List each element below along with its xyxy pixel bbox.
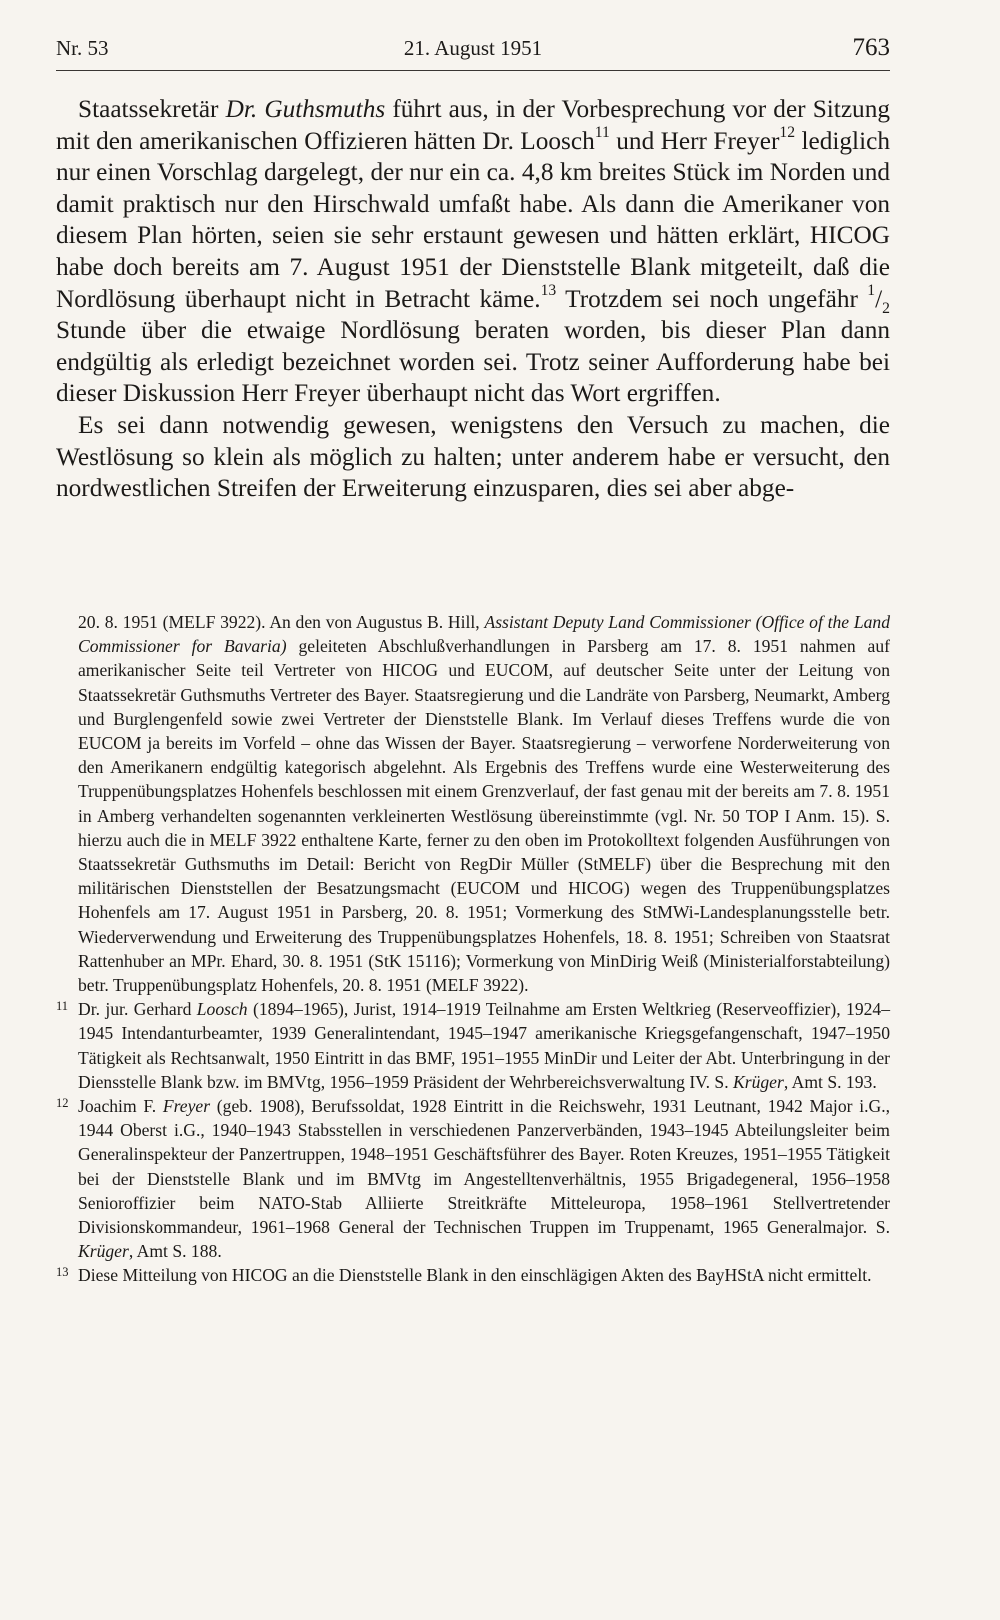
document-number: Nr. 53 [56, 36, 109, 60]
main-text [56, 94, 890, 505]
text-run: Staatssekretär [78, 95, 226, 123]
text-run: Stunde über die etwaige Nordlösung beraten worden, bis dieser Plan dann endgültig als erledigt bezeichnet worden sei. Trotz seiner Aufforderung habe bei dieser Diskussion Herr Freyer überhaupt nicht das Wort ergriffen. [56, 316, 890, 408]
text-run: und Herr Freyer [609, 126, 780, 155]
fraction-half: $^1/_2$ [867, 281, 891, 317]
footnote-13 [56, 1263, 890, 1287]
text-run: Dr. jur. Gerhard [78, 999, 197, 1020]
text-run: (1894–1965), Jurist, 1914–1919 Teilnahme am Ersten Weltkrieg (Reserveoffizier), 1924–1945 Intendanturbeamter, 1939 Generalintendant, 1945–1947 amerikanische Kriegsgefangenschaft, 1947–1950 Tätigkeit als Rechtsanwalt, 1950 Eintritt in das BMF, 1951–1955 MinDir und Leiter der Abt. Unterbringung in der Diensstelle Blank bzw. im BMVtg, 1956–1959 Präsident der Wehrbereichsverwaltung IV. S. [78, 999, 891, 1092]
footnote-ref-13[interactable]: 13 [540, 281, 557, 299]
text-run: Diese Mitteilung von HICOG an die Dienststelle Blank in den einschlägigen Akten des BayHStA nicht ermittelt. [78, 1265, 872, 1286]
text-run: geleiteten Abschlußverhandlungen in Parsberg am 17. 8. 1951 nahmen auf amerikanischer Seite teil Vertreter von HICOG und EUCOM, auf deutscher Seite unter der Leitung von Staatssekretär Guthsmuths Vertreter des Bayer. Staatsregierung und die Landräte von Parsberg, Neumarkt, Amberg und Burglengenfeld sowie zwei Vertreter der Dienststelle Blank. Im Verlauf dieses Treffens wurde die von EUCOM ja bereits im Vorfeld – ohne das Wissen der Bayer. Staatsregierung – verworfene Norderweiterung von den Amerikanern endgültig kategorisch abgelehnt. Als Ergebnis des Treffens wurde eine Westerweiterung des Truppenübungsplatzes Hohenfels beschlossen mit einem Grenzverlauf, der fast genau mit der bereits am 7. 8. 1951 in Amberg verhandelten sogenannten verkleinerten Westlösung übereinstimmte (vgl. Nr. 50 TOP I Anm. 15). S. hierzu auch die in MELF 3922 enthaltene Karte, ferner zu den oben im Protokolltext folgenden Ausführungen von Staatssekretär Guthsmuths im Detail: Bericht von RegDir Müller (StMELF) über die Besprechung mit den militärischen Dienststellen der Besatzungsmacht (EUCOM und HICOG) wegen des Truppenübungsplatzes Hohenfels am 17. August 1951 in Parsberg, 20. 8. 1951; Vormerkung des StMWi-Landesplanungsstelle betr. Wiederverwendung und Erweiterung des Truppenübungsplatzes Hohenfels, 18. 8. 1951; Schreiben von Staatsrat Rattenhuber an MPr. Ehard, 30. 8. 1951 (StK 15116); Vormerkung von MinDirig Weiß (Ministerialforstabteilung) betr. Truppenübungsplatz Hohenfels, 20. 8. 1951 (MELF 3922). [78, 636, 891, 996]
citation-author: Krüger [78, 1241, 129, 1262]
person-name: Loosch [196, 999, 248, 1020]
text-run: lediglich nur einen Vorschlag dargelegt, der nur ein ca. 4,8 km breites Stück im Norden und damit praktisch nur den Hirschwald umfaßt habe. Als dann die Amerikaner von diesem Plan hörten, seien sie sehr erstaunt gewesen und hätten erklärt, HICOG habe doch bereits am 7. August 1951 der Dienststelle Blank mitgeteilt, daß die Nordlösung überhaupt nicht in Betracht käme. [56, 126, 890, 313]
paragraph-2: Es sei dann notwendig gewesen, wenigstens den Versuch zu machen, die Westlösung so klein als möglich zu halten; unter anderem habe er versucht, den nordwestlichen Streifen der Erweiterung einzusparen, dies sei aber abge- [56, 410, 890, 503]
text-run: , Amt S. 188. [128, 1241, 222, 1262]
footnote-number: 13 [56, 1265, 69, 1280]
text-run: (geb. 1908), Berufssoldat, 1928 Eintritt in die Reichswehr, 1931 Leutnant, 1942 Major i.G., 1944 Oberst i.G., 1940–1943 Stabsstellen in verschiedenen Panzerverbänden, 1943–1945 Abteilungsleiter beim Generalinspekteur der Panzertruppen, 1948–1951 Geschäftsführer des Bayer. Roten Kreuzes, 1951–1955 Tätigkeit bei der Dienststelle Blank und im BMVtg im Angestelltenverhältnis, 1955 Brigadegeneral, 1956–1958 Senioroffizier beim NATO-Stab Alliierte Streitkräfte Mitteleuropa, 1958–1961 Stellvertretender Divisionskommandeur, 1961–1968 General der Technischen Truppen im Truppenamt, 1965 Generalmajor. S. [78, 1096, 890, 1238]
footnote-10-continued [56, 610, 890, 997]
text-run: führt aus, in der Vorbesprechung vor der Sitzung mit den amerikanischen Offizieren hätten Dr. Loosch [56, 95, 891, 155]
footnote-12 [56, 1094, 890, 1263]
running-header [56, 36, 890, 71]
person-name: Freyer [162, 1096, 211, 1117]
footnote-ref-11[interactable]: 11 [594, 123, 610, 141]
footnotes [56, 610, 890, 1288]
text-run: 20. 8. 1951 (MELF 3922). An den von Augustus B. Hill, [78, 612, 485, 632]
text-run: Joachim F. [78, 1096, 163, 1117]
header-date: 21. August 1951 [403, 36, 543, 60]
italic-title: Assistant Deputy Land Commissioner (Office of the Land Commissioner for Bavaria) [78, 612, 891, 657]
text-run: , Amt S. 193. [783, 1071, 877, 1092]
text-run: Trotzdem sei noch ungefähr [556, 284, 868, 313]
footnote-number: 11 [56, 999, 69, 1014]
paragraph-1 [56, 94, 890, 410]
fraction-numerator: 1 [867, 281, 876, 299]
footnote-ref-12[interactable]: 12 [779, 123, 796, 141]
fraction-denominator: 2 [882, 299, 891, 317]
page-number: 763 [852, 34, 890, 61]
citation-author: Krüger [733, 1071, 784, 1092]
footnote-11 [56, 997, 890, 1094]
person-name: Dr. Guthsmuths [225, 95, 386, 123]
footnote-number: 12 [56, 1096, 69, 1111]
